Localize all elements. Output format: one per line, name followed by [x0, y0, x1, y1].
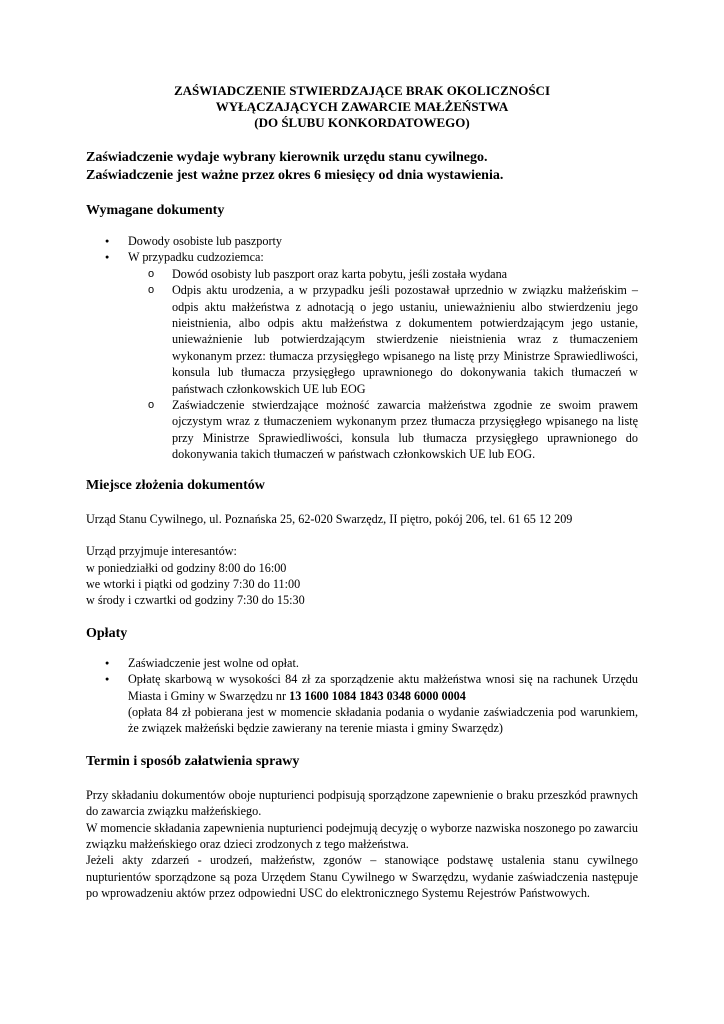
title-line-2: WYŁĄCZAJĄCYCH ZAWARCIE MAŁŻEŃSTWA [215, 99, 509, 114]
fees-heading: Opłaty [86, 625, 128, 641]
required-docs-list [86, 233, 638, 463]
sublist-item [128, 397, 638, 463]
hours-intro: Urząd przyjmuje interesantów: [86, 544, 237, 559]
hours-line: w środy i czwartki od godziny 7:30 do 15:30 [86, 593, 305, 608]
fees-list [86, 655, 638, 737]
list-item [86, 671, 638, 737]
office-hours [86, 543, 638, 609]
intro-block [86, 149, 638, 185]
list-item-text: W przypadku cudzoziemca: [128, 250, 264, 265]
intro-line-1: Zaświadczenie wydaje wybrany kierownik urzędu stanu cywilnego. [86, 150, 488, 165]
procedure-paragraph: Przy składaniu dokumentów oboje nupturienci podpisują sporządzone zapewnienie o braku przeszkód prawnych do zawarcia związku małżeńskiego. [86, 787, 638, 819]
procedure-paragraph: Jeżeli akty zdarzeń - urodzeń, małżeństw, zgonów – stanowiące podstawę ustalenia stanu cywilnego nupturientów sporządzone są poza Urzędem Stanu Cywilnego w Swarzędzu, wydanie zaświadczenia następuje po wprowadzeniu aktów przez odpowiedni USC do elektronicznego Systemu Rejestrów Państwowych. [86, 853, 638, 901]
sublist-item-text: Zaświadczenie stwierdzające możność zawarcia małżeństwa zgodnie ze swoim prawem ojczystym wraz z tłumaczeniem wykonanym przez tłumacza przysięgłego wpisanego na listę przy Ministrze Sprawiedliwości, konsula lub tłumacza przysięgłego uprawnionego do dokonywania takich tłumaczeń w państwach członkowskich UE lub EOG. [172, 398, 638, 462]
intro-line-2: Zaświadczenie jest ważne przez okres 6 miesięcy od dnia wystawienia. [86, 168, 504, 183]
foreigner-sublist [128, 266, 638, 463]
place-heading: Miejsce złożenia dokumentów [86, 477, 265, 493]
list-item [86, 249, 638, 462]
list-item-text: Dowody osobiste lub paszporty [128, 234, 283, 248]
sublist-item [128, 282, 638, 397]
title-line-1: ZAŚWIADCZENIE STWIERDZAJĄCE BRAK OKOLICZNOŚCI [174, 83, 550, 98]
hours-line: w poniedziałki od godziny 8:00 do 16:00 [86, 560, 287, 575]
list-item [86, 655, 638, 671]
sublist-item-text: Odpis aktu urodzenia, a w przypadku jeśli pozostawał uprzednio w związku małżeńskim – odpis aktu małżeństwa z adnotacją o jego ustaniu, unieważnieniu albo stwierdzeniu jego nieistnienia, albo odpis aktu małżeństwa z dokumentem potwierdzającym jego ustanie, unieważnienie lub potwierdzającym stwierdzenie nieistnienia wraz z tłumaczeniem wykonanym przez: tłumacza przysięgłego wpisanego na listę przy Ministrze Sprawiedliwości, konsula lub tłumacza przysięgłego uprawnionego do dokonywania takich tłumaczeń w państwach członkowskich UE lub EOG [172, 283, 638, 396]
procedure-heading: Termin i sposób załatwienia sprawy [86, 753, 300, 769]
fee-note: (opłata 84 zł pobierana jest w momencie składania podania o wydanie zaświadczenia pod warunkiem, że związek małżeński będzie zawierany na terenie miasta i gminy Swarzędz) [128, 704, 638, 736]
office-address: Urząd Stanu Cywilnego, ul. Poznańska 25, 62-020 Swarzędz, II piętro, pokój 206, tel. 61 65 12 209 [86, 511, 573, 526]
hours-line: we wtorki i piątki od godziny 7:30 do 11:00 [86, 576, 301, 591]
document-page [86, 83, 638, 902]
fee-text: Opłatę skarbową w wysokości 84 zł za sporządzenie aktu małżeństwa wnosi się na rachunek Urzędu Miasta i Gminy w Swarzędzu nr [128, 672, 638, 703]
document-title [86, 83, 638, 131]
sublist-item-text: Dowód osobisty lub paszport oraz karta pobytu, jeśli została wydana [172, 266, 508, 281]
list-item [86, 233, 638, 249]
title-line-3: (DO ŚLUBU KONKORDATOWEGO) [254, 115, 470, 130]
sublist-item [128, 266, 638, 282]
procedure-paragraph: W momencie składania zapewnienia nupturienci podejmują decyzję o wyborze nazwiska noszonego po zawarciu związku małżeńskiego oraz dzieci zrodzonych z tego małżeństwa. [86, 820, 638, 851]
procedure-text [86, 787, 638, 902]
required-docs-heading: Wymagane dokumenty [86, 203, 225, 218]
bank-account-number: 13 1600 1084 1843 0348 6000 0004 [289, 688, 466, 703]
list-item-text: Zaświadczenie jest wolne od opłat. [128, 655, 299, 670]
